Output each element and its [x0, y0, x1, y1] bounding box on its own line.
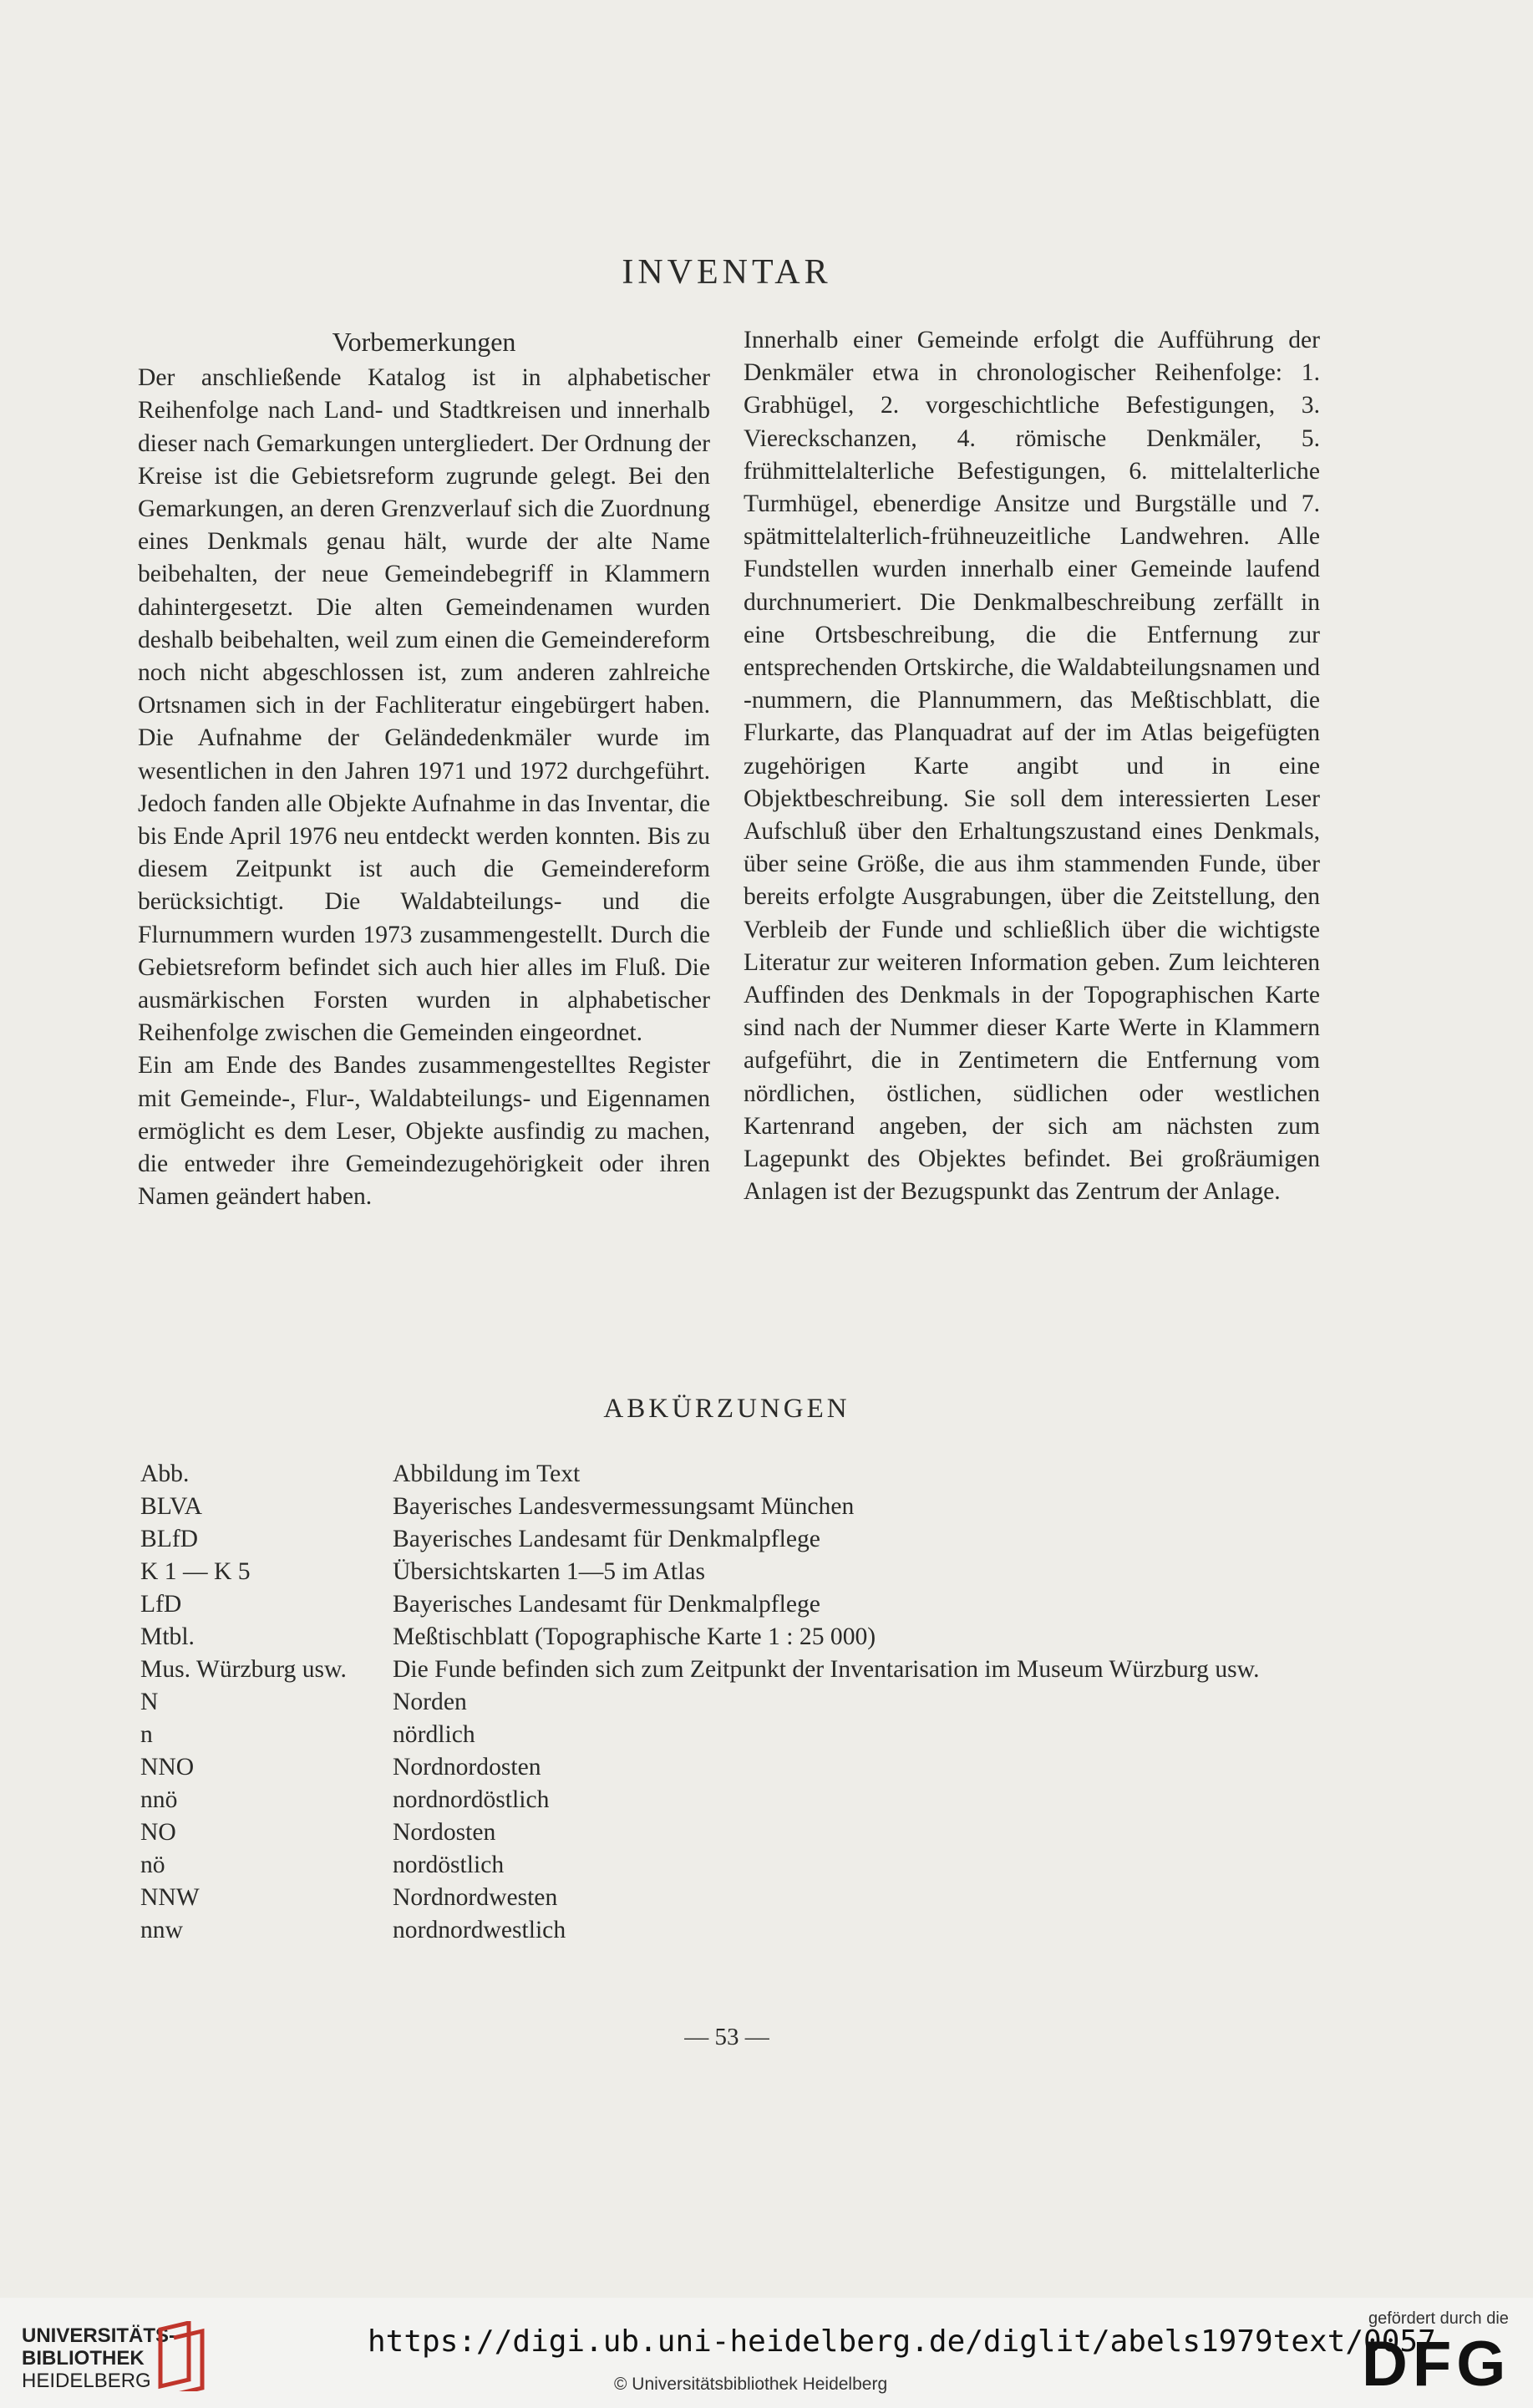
abbreviation-row [140, 1719, 1327, 1751]
abbreviation-row [140, 1816, 1327, 1849]
abbreviation-row [140, 1491, 1327, 1523]
abbreviation-key: Abb. [140, 1461, 190, 1487]
abbreviation-row [140, 1588, 1327, 1621]
abbreviation-value: Meßtischblatt (Topographische Karte 1 : 25 000) [393, 1623, 876, 1650]
abbreviation-value: Die Funde befinden sich zum Zeitpunkt der Inventarisation im Museum Würzburg usw. [393, 1656, 1260, 1683]
abbreviation-key: NO [140, 1819, 176, 1846]
footer-bar [0, 2298, 1533, 2408]
abbreviation-value: nordnordöstlich [393, 1786, 550, 1813]
abbreviation-value: nordnordwestlich [393, 1917, 566, 1943]
page-title: INVENTAR [622, 253, 832, 292]
library-name-line-1: UNIVERSITÄTS- [22, 2324, 176, 2347]
abbreviation-key: NNW [140, 1884, 200, 1911]
abbreviation-key: n [140, 1721, 153, 1748]
section-subheading: Vorbemerkungen [332, 327, 516, 357]
abbreviation-row [140, 1686, 1327, 1719]
abbreviation-value: nördlich [393, 1721, 475, 1748]
abbreviation-value: Nordnordosten [393, 1754, 541, 1781]
abbreviation-row [140, 1458, 1327, 1491]
abbreviation-row [140, 1654, 1327, 1686]
abbreviation-row [140, 1849, 1327, 1882]
abbreviation-value: nordöstlich [393, 1852, 505, 1878]
abbreviation-key: NNO [140, 1754, 195, 1781]
abbreviation-value: Nordosten [393, 1819, 496, 1846]
funding-note: gefördert durch die [1368, 2309, 1509, 2328]
library-name-line-3: HEIDELBERG [22, 2370, 151, 2392]
permalink-url[interactable]: https://digi.ub.uni-heidelberg.de/diglit/abels1979text/0057 [368, 2324, 1436, 2359]
library-logo-icon [155, 2321, 209, 2391]
library-logo[interactable] [22, 2324, 175, 2392]
abbreviation-value: Übersichtskarten 1—5 im Atlas [393, 1558, 705, 1585]
abbreviation-value: Bayerisches Landesamt für Denkmalpflege [393, 1591, 820, 1618]
right-column [744, 324, 1320, 1208]
abbreviation-row [140, 1914, 1327, 1947]
abbreviation-row [140, 1621, 1327, 1654]
abbreviation-key: N [140, 1689, 159, 1715]
abbreviation-value: Norden [393, 1689, 467, 1715]
abbreviations-heading: ABKÜRZUNGEN [603, 1394, 850, 1424]
page-number: — 53 — [684, 2024, 769, 2050]
copyright-notice: © Universitätsbibliothek Heidelberg [614, 2375, 888, 2394]
abbreviation-row [140, 1784, 1327, 1816]
abbreviation-row [140, 1882, 1327, 1914]
left-column [138, 326, 710, 1213]
dfg-logo[interactable]: DFG [1362, 2329, 1511, 2400]
abbreviation-key: Mtbl. [140, 1623, 195, 1650]
library-name-line-2: BIBLIOTHEK [22, 2347, 145, 2370]
abbreviation-list [140, 1458, 1327, 1947]
abbreviation-key: BLVA [140, 1493, 203, 1520]
abbreviation-key: Mus. Würzburg usw. [140, 1656, 347, 1683]
abbreviation-value: Abbildung im Text [393, 1461, 581, 1487]
abbreviation-key: LfD [140, 1591, 182, 1618]
abbreviation-value: Nordnordwesten [393, 1884, 558, 1911]
abbreviation-row [140, 1523, 1327, 1556]
abbreviation-value: Bayerisches Landesvermessungsamt München [393, 1493, 855, 1520]
paragraph-2: Ein am Ende des Bandes zusammengestelltes Register mit Gemeinde-, Flur-, Waldabteilungs- und Eigennamen ermöglicht es dem Leser, Objekte ausfindig zu machen, die entweder ihre Gemeindezugehörigkeit oder ihren Namen geändert haben. [138, 1052, 710, 1211]
paragraph-1: Der anschließende Katalog ist in alphabetischer Reihenfolge nach Land- und Stadtkreisen und innerhalb dieser nach Gemarkungen untergliedert. Der Ordnung der Kreise ist die Gebietsreform zugrunde gelegt. Bei den Gemarkungen, an deren Grenzverlauf sich die Zuordnung eines Denkmals genau hält, wurde der alte Name beibehalten, der neue Gemeindebegriff in Klammern dahintergesetzt. Die alten Gemeindenamen wurden deshalb beibehalten, weil zum einen die Gemeindereform noch nicht abgeschlossen ist, zum anderen zahlreiche Ortsnamen sich in der Fachliteratur eingebürgert haben. Die Aufnahme der Geländedenkmäler wurde im wesentlichen in den Jahren 1971 und 1972 durchgeführt. Jedoch fanden alle Objekte Aufnahme in das Inventar, die bis Ende April 1976 neu entdeckt werden konnten. Bis zu diesem Zeitpunkt ist auch die Gemeindereform berücksichtigt. Die Waldabteilungs- und die Flurnummern wurden 1973 zusammengestellt. Durch die Gebietsreform befindet sich auch hier alles im Fluß. Die ausmärkischen Forsten wurden in alphabetischer Reihenfolge zwischen die Gemeinden eingeordnet. [138, 364, 710, 1047]
abbreviation-row [140, 1556, 1327, 1588]
abbreviation-key: nnw [140, 1917, 183, 1943]
abbreviation-row [140, 1751, 1327, 1784]
abbreviation-key: K 1 — K 5 [140, 1558, 251, 1585]
abbreviation-key: nnö [140, 1786, 178, 1813]
abbreviation-key: nö [140, 1852, 165, 1878]
paragraph-3: Innerhalb einer Gemeinde erfolgt die Aufführung der Denkmäler etwa in chronologischer Reihenfolge: 1. Grabhügel, 2. vorgeschichtliche Befestigungen, 3. Viereckschanzen, 4. römische Denkmäler, 5. frühmittelalterliche Befestigungen, 6. mittelalterliche Turmhügel, ebenerdige Ansitze und Burgställe und 7. spätmittelalterlich-frühneuzeitliche Landwehren. Alle Fundstellen wurden innerhalb einer Gemeinde laufend durchnumeriert. Die Denkmalbeschreibung zerfällt in eine Ortsbeschreibung, die die Entfernung zur entsprechenden Ortskirche, die Waldabteilungsnamen und -nummern, die Plannummern, das Meßtischblatt, die Flurkarte, das Planquadrat auf der im Atlas beigefügten zugehörigen Karte angibt und in eine Objektbeschreibung. Sie soll dem interessierten Leser Aufschluß über den Erhaltungszustand eines Denkmals, über seine Größe, die aus ihm stammenden Funde, über bereits erfolgte Ausgrabungen, über die Zeitstellung, den Verbleib der Funde und schließlich über die wichtigste Literatur zur weiteren Information geben. Zum leichteren Auffinden des Denkmals in der Topographischen Karte sind nach der Nummer dieser Karte Werte in Klammern aufgeführt, die in Zentimetern die Entfernung vom nördlichen, östlichen, südlichen oder westlichen Kartenrand angeben, der sich am nächsten zum Lagepunkt des Objektes befindet. Bei großräumigen Anlagen ist der Bezugspunkt das Zentrum der Anlage. [744, 327, 1320, 1206]
abbreviation-key: BLfD [140, 1526, 199, 1552]
abbreviation-value: Bayerisches Landesamt für Denkmalpflege [393, 1526, 820, 1552]
